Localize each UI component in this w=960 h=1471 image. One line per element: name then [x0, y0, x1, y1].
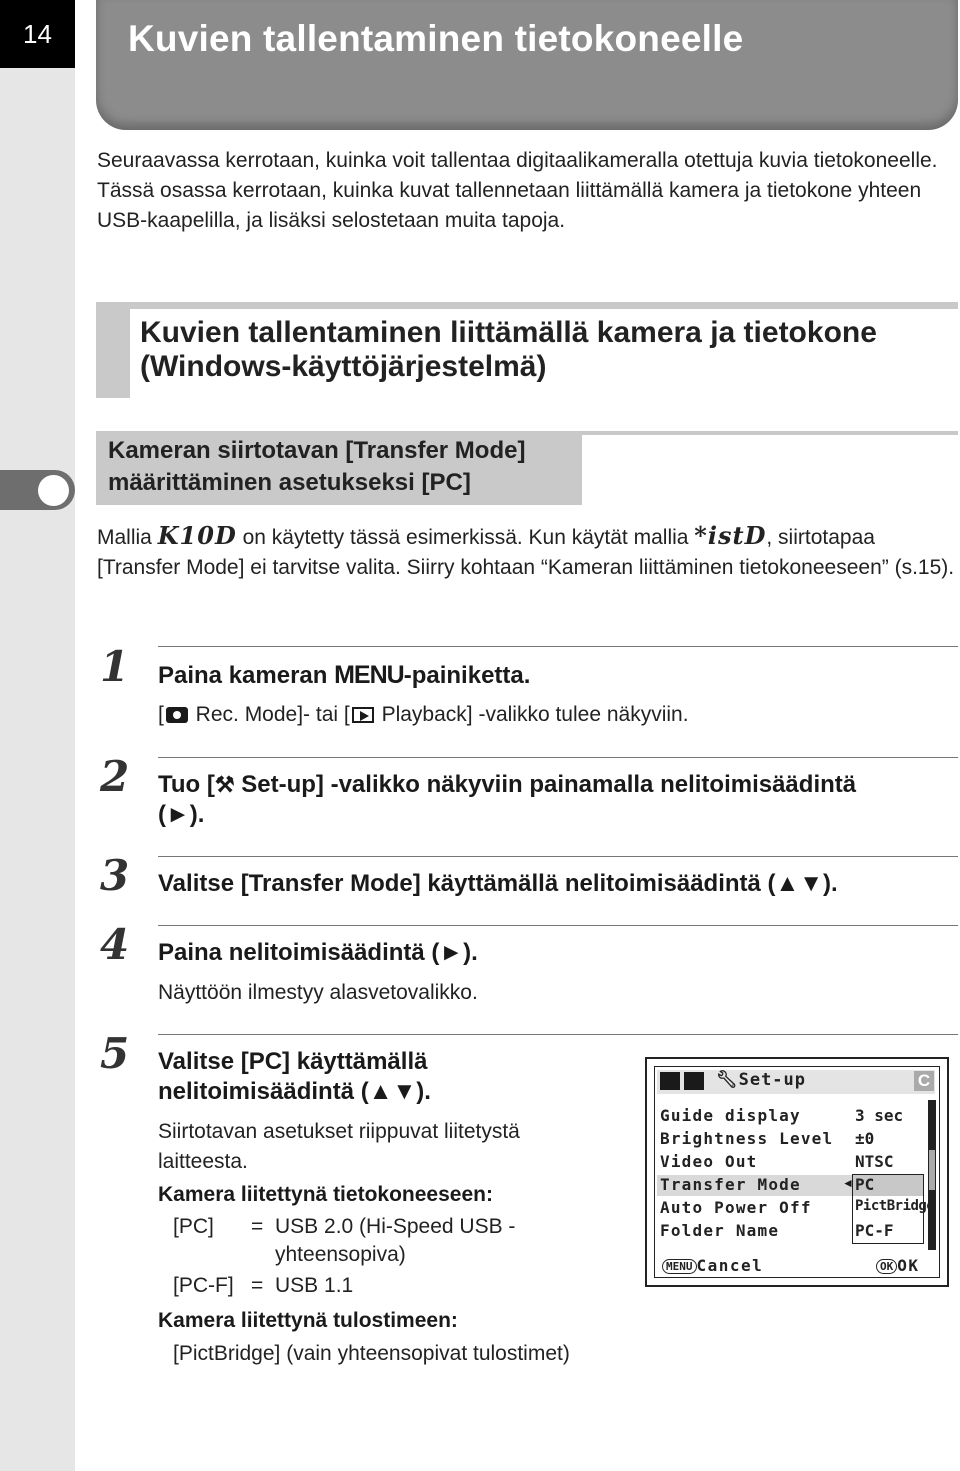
step-text: Paina kameran	[158, 662, 335, 689]
step-text: nelitoimisäädintä (▲▼).	[158, 1078, 431, 1105]
step-rule	[158, 925, 958, 926]
step-text: [	[158, 703, 164, 726]
pcf-value: USB 1.1	[275, 1274, 354, 1297]
lcd-row-value: PC-F	[855, 1221, 894, 1240]
lcd-row-label: Brightness Level	[660, 1129, 834, 1148]
lcd-ok-label: OK	[897, 1256, 920, 1275]
step-5-note	[158, 1117, 520, 1177]
subsection-title-line-2: määrittäminen asetukseksi [PC]	[108, 469, 471, 496]
lcd-cancel-label: Cancel	[696, 1256, 764, 1275]
lcd-custom-tab: C	[914, 1071, 934, 1091]
model-note	[97, 521, 957, 583]
printer-value: [PictBridge] (vain yhteensopivat tulostimet)	[173, 1342, 570, 1365]
section-marker	[96, 302, 130, 398]
pcf-equals: =	[251, 1274, 264, 1297]
lcd-row-value: NTSC	[855, 1152, 894, 1171]
lcd-row-value: ±0	[855, 1129, 875, 1148]
lcd-cancel-button	[662, 1256, 763, 1275]
model-logo-k10d: K10D	[157, 521, 237, 550]
pc-label: [PC]	[173, 1215, 214, 1238]
playback-icon	[352, 707, 374, 723]
lcd-playback-tab-icon	[684, 1072, 704, 1090]
pc-value	[275, 1213, 515, 1269]
step-4-instruction: Paina nelitoimisäädintä (►).	[158, 939, 478, 966]
step-rule	[158, 1034, 958, 1035]
lcd-row-label: Video Out	[660, 1152, 758, 1171]
step-3-instruction: Valitse [Transfer Mode] käyttämällä nelitoimisäädintä (▲▼).	[158, 870, 838, 897]
printer-heading: Kamera liitettynä tulostimeen:	[158, 1309, 458, 1332]
page-number: 14	[0, 0, 75, 68]
menu-button-icon: MENU	[662, 1259, 697, 1274]
lcd-row-value: PictBridge	[855, 1198, 935, 1214]
step-text: -painiketta.	[403, 662, 531, 689]
lcd-row-label: Folder Name	[660, 1221, 780, 1240]
step-number: 5	[100, 1029, 130, 1078]
step-text: Set-up] -valikko näkyviin painamalla nelitoimisäädintä	[234, 771, 857, 798]
menu-key: MENU	[334, 661, 404, 689]
wrench-icon: 🔧︎	[716, 1070, 739, 1090]
pc-value-line: USB 2.0 (Hi-Speed USB -	[275, 1215, 516, 1238]
lcd-frame	[654, 1066, 940, 1278]
lcd-row-value: 3 sec	[855, 1106, 904, 1125]
note-text: on käytetty tässä esimerkissä. Kun käytät mallia	[236, 526, 695, 549]
note-text: Mallia	[97, 526, 158, 549]
lcd-row-label: Auto Power Off	[660, 1198, 812, 1217]
page-title: Kuvien tallentaminen tietokoneelle	[128, 18, 744, 59]
note-text: , siirtotapaa [Transfer Mode] ei tarvitse valita. Siirry kohtaan “Kameran liittäminen tietokoneeseen” (s.15).	[97, 526, 955, 579]
step-text: Rec. Mode]- tai [	[189, 703, 350, 726]
lcd-row-label: Transfer Mode	[660, 1175, 801, 1194]
step-1-result	[158, 700, 689, 730]
pc-value-line: yhteensopiva)	[275, 1243, 406, 1266]
step-1-instruction	[158, 660, 530, 691]
step-text: Siirtotavan asetukset riippuvat liitetystä	[158, 1120, 520, 1143]
step-rule	[158, 646, 958, 647]
wrench-icon: ⚒	[214, 772, 235, 797]
step-number: 2	[100, 752, 130, 801]
lcd-scroll-thumb	[929, 1150, 935, 1190]
chapter-tab-dot	[38, 475, 69, 506]
section-title-line-2: (Windows-käyttöjärjestelmä)	[140, 350, 547, 383]
step-number: 3	[100, 851, 130, 900]
lcd-setup-tab	[716, 1070, 806, 1090]
step-number: 4	[100, 920, 130, 969]
camera-icon	[166, 707, 188, 723]
step-rule	[158, 856, 958, 857]
lcd-camera-tab-icon	[660, 1072, 680, 1090]
step-5-instruction	[158, 1047, 431, 1107]
lcd-setup-label: Set-up	[738, 1070, 807, 1090]
pc-equals: =	[251, 1215, 264, 1238]
side-strip	[0, 0, 75, 1471]
lcd-row-label: Guide display	[660, 1106, 801, 1125]
lcd-ok-button	[876, 1256, 920, 1275]
step-text: Tuo [	[158, 771, 215, 798]
intro-text	[97, 146, 957, 236]
lcd-row-value: PC	[855, 1175, 875, 1194]
ok-button-icon: OK	[876, 1259, 897, 1274]
step-4-result: Näyttöön ilmestyy alasvetovalikko.	[158, 981, 478, 1004]
section-title-line-1: Kuvien tallentaminen liittämällä kamera ja tietokone	[140, 316, 877, 349]
step-number: 1	[100, 642, 130, 691]
subsection-title	[108, 435, 578, 499]
intro-paragraph-2: Tässä osassa kerrotaan, kuinka kuvat tallennetaan liittämällä kamera ja tietokone yhteen USB-kaapelilla, ja lisäksi selostetaan muita tapoja.	[97, 179, 922, 232]
pcf-label: [PC-F]	[173, 1274, 234, 1297]
computer-heading: Kamera liitettynä tietokoneeseen:	[158, 1183, 493, 1206]
intro-paragraph-1: Seuraavassa kerrotaan, kuinka voit tallentaa digitaalikameralla otettuja kuvia tietokoneelle.	[97, 149, 938, 172]
model-logo-istd: *istD	[694, 521, 767, 550]
step-text: (►).	[158, 801, 205, 828]
lcd-left-arrow-icon: ◄	[842, 1176, 854, 1190]
step-text: Valitse [PC] käyttämällä	[158, 1048, 428, 1075]
step-rule	[158, 757, 958, 758]
section-title	[140, 316, 950, 384]
section-rule	[96, 302, 958, 309]
step-text: laitteesta.	[158, 1150, 248, 1173]
step-2-instruction	[158, 770, 958, 830]
subsection-title-line-1: Kameran siirtotavan [Transfer Mode]	[108, 437, 526, 464]
step-text: Playback] -valikko tulee näkyviin.	[375, 703, 689, 726]
